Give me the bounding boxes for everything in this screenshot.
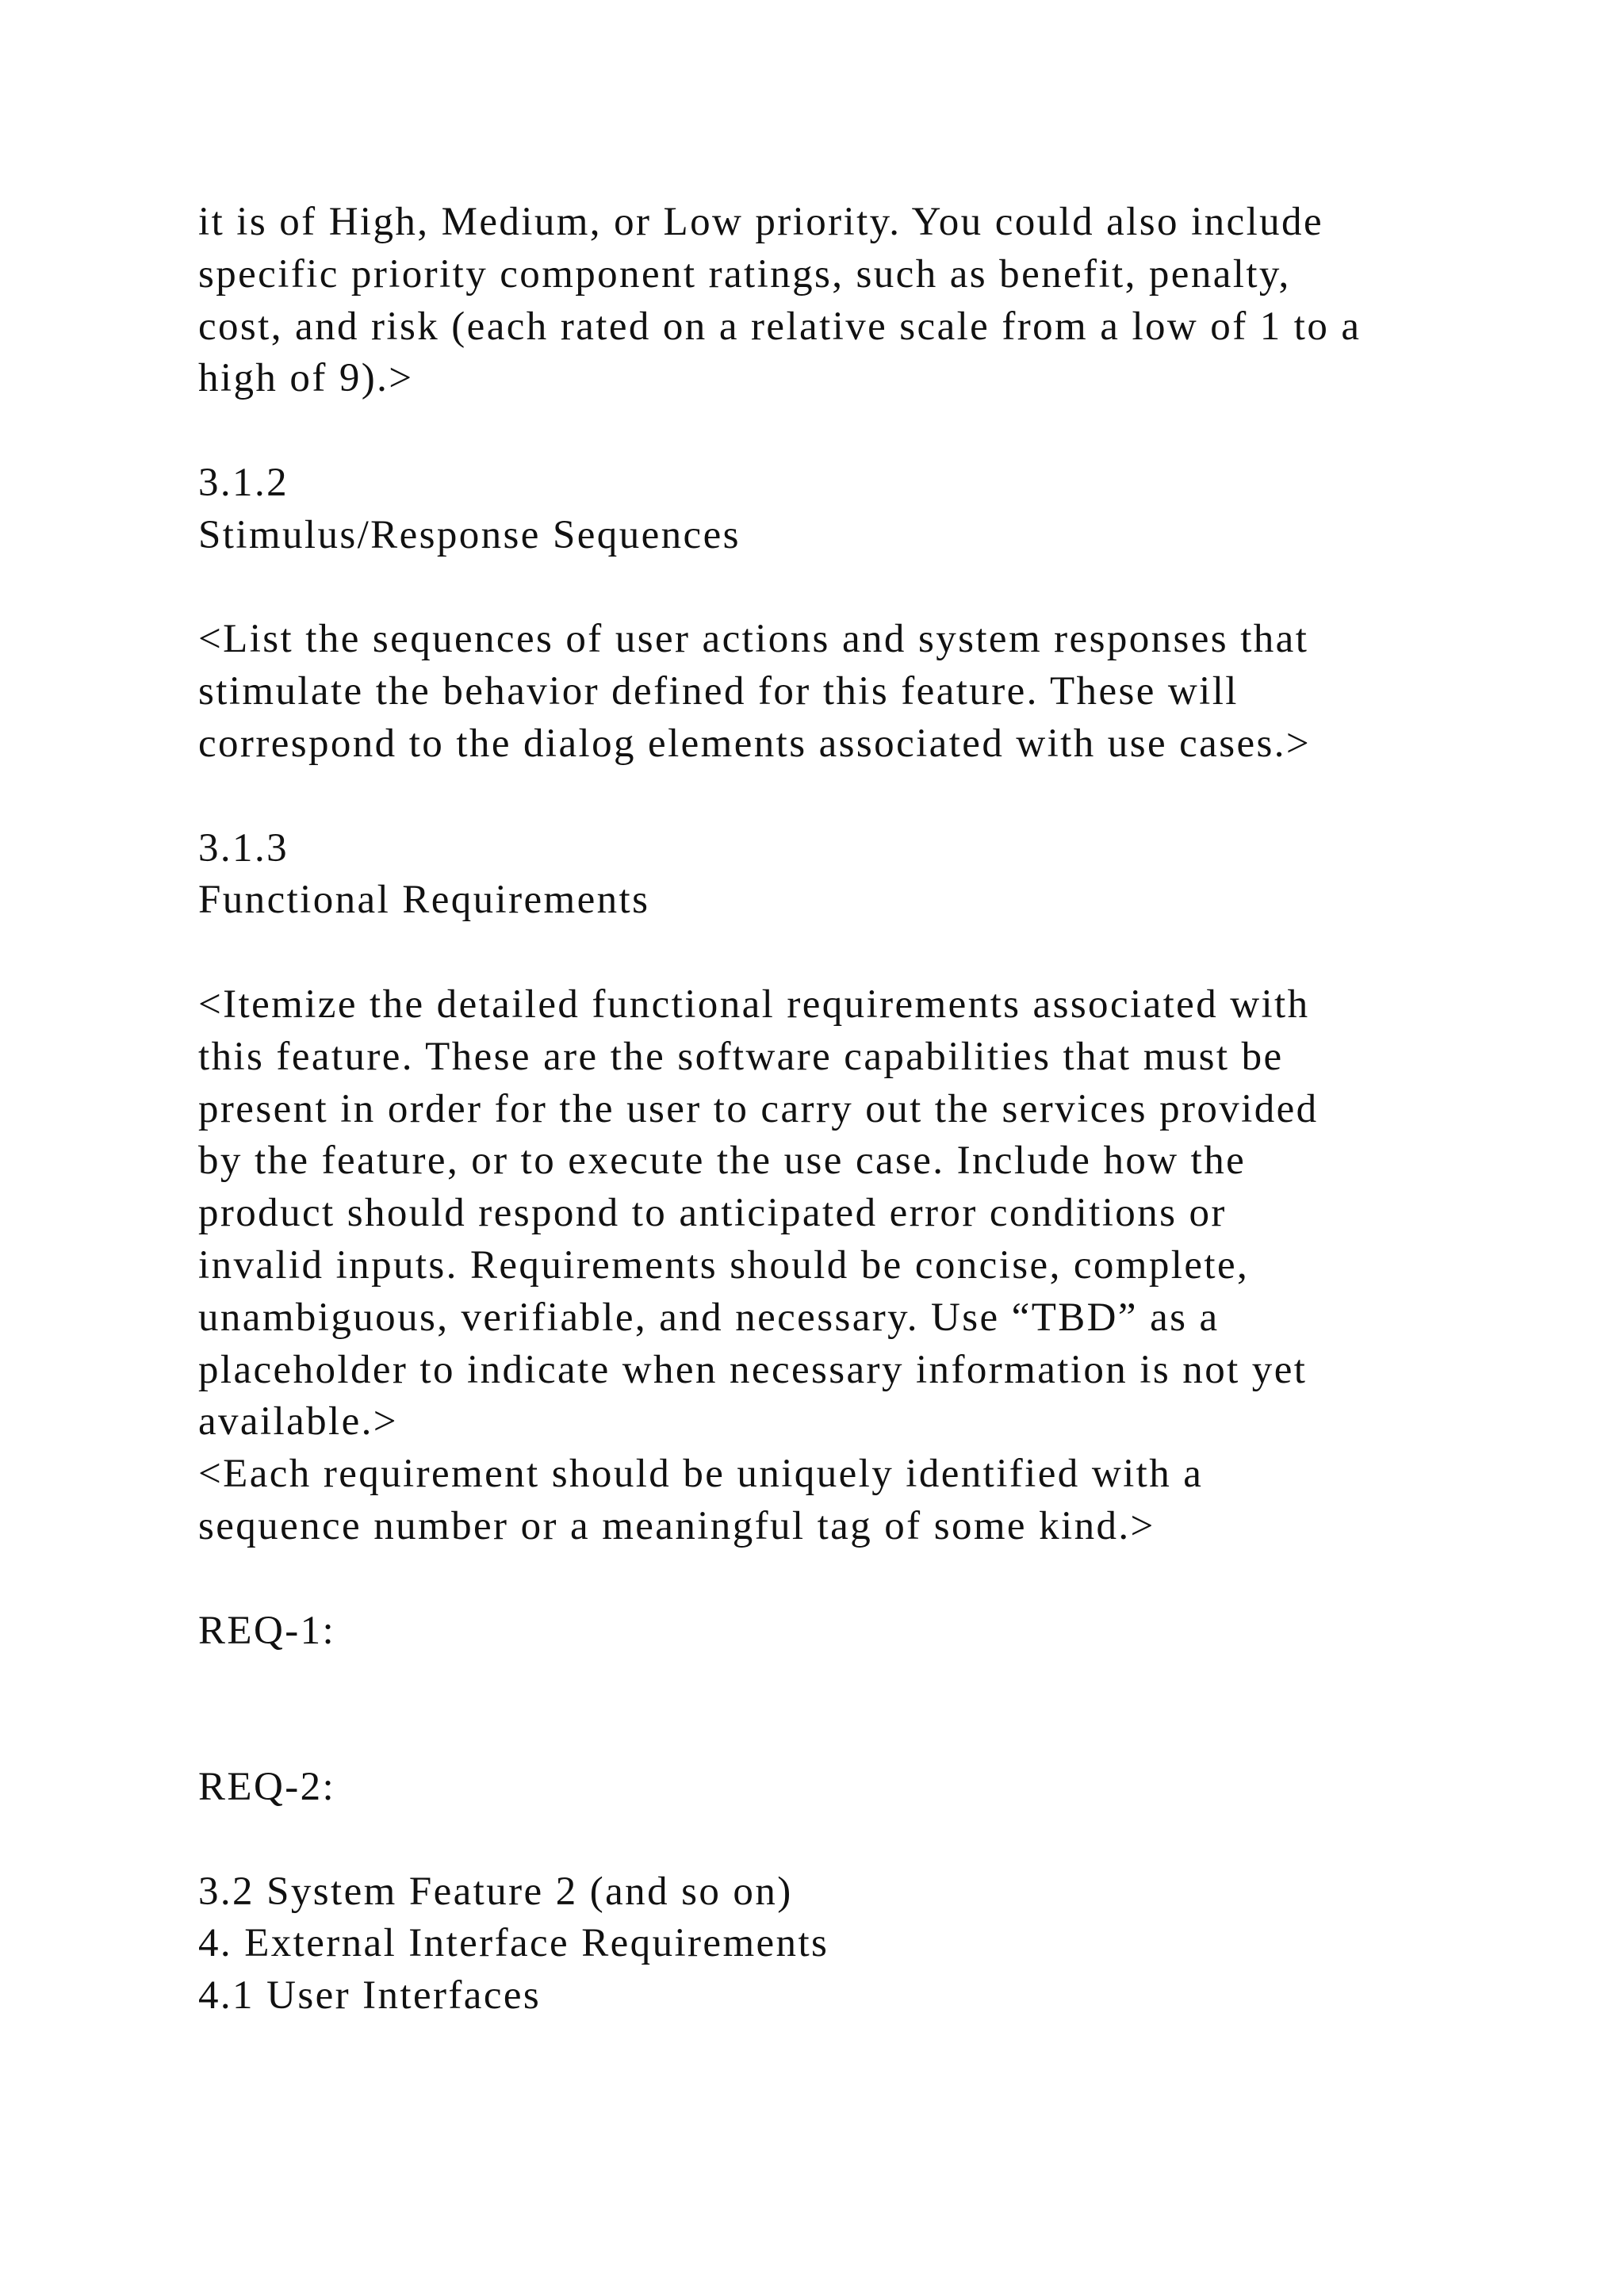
paragraph-line: specific priority component ratings, such as benefit, penalty, (198, 251, 1291, 297)
section-heading: 4. External Interface Requirements (198, 1921, 829, 1966)
paragraph-line: unambiguous, verifiable, and necessary. Use “TBD” as a (198, 1295, 1220, 1340)
section-heading: 4.1 User Interfaces (198, 1973, 542, 2019)
paragraph-line: present in order for the user to carry out the services provided (198, 1086, 1319, 1131)
paragraph-line: product should respond to anticipated error conditions or (198, 1191, 1227, 1236)
paragraph-line: cost, and risk (each rated on a relative scale from a low of 1 to a (198, 304, 1362, 349)
document-body (198, 197, 1546, 2022)
paragraph-line: correspond to the dialog elements associated with use cases.> (198, 721, 1312, 766)
spacer (198, 927, 1546, 979)
section-title: Functional Requirements (198, 878, 650, 923)
intro-paragraph (198, 197, 1546, 405)
paragraph-line: <Itemize the detailed functional requirements associated with (198, 982, 1310, 1027)
section-heading: 3.2 System Feature 2 (and so on) (198, 1869, 793, 1914)
requirement-label: REQ-1: (198, 1608, 336, 1653)
paragraph-line: by the feature, or to execute the use case. Include how the (198, 1138, 1247, 1184)
paragraph-line: available.> (198, 1399, 398, 1445)
paragraph-line: stimulate the behavior defined for this feature. These will (198, 669, 1239, 714)
section-number: 3.1.2 (198, 460, 289, 505)
spacer (198, 1814, 1546, 1866)
paragraph-line: placeholder to indicate when necessary information is not yet (198, 1347, 1308, 1392)
paragraph-line: high of 9).> (198, 356, 414, 401)
paragraph-line: it is of High, Medium, or Low priority. You could also include (198, 200, 1323, 244)
spacer (198, 405, 1546, 457)
paragraph-line: <Each requirement should be uniquely identified with a (198, 1452, 1204, 1497)
paragraph-line: this feature. These are the software capabilities that must be (198, 1034, 1284, 1079)
spacer (198, 1553, 1546, 1605)
paragraph-line: sequence number or a meaningful tag of some kind.> (198, 1503, 1155, 1548)
section-title: Stimulus/Response Sequences (198, 512, 741, 557)
section-number: 3.1.3 (198, 825, 289, 871)
spacer (198, 771, 1546, 823)
spacer (198, 562, 1546, 614)
requirement-label: REQ-2: (198, 1764, 336, 1809)
section-3-1-3 (198, 823, 1546, 1553)
section-3-1-2 (198, 457, 1546, 771)
paragraph-line: invalid inputs. Requirements should be concise, complete, (198, 1242, 1250, 1288)
paragraph-line: <List the sequences of user actions and system responses that (198, 617, 1309, 662)
spacer (198, 1657, 1546, 1762)
